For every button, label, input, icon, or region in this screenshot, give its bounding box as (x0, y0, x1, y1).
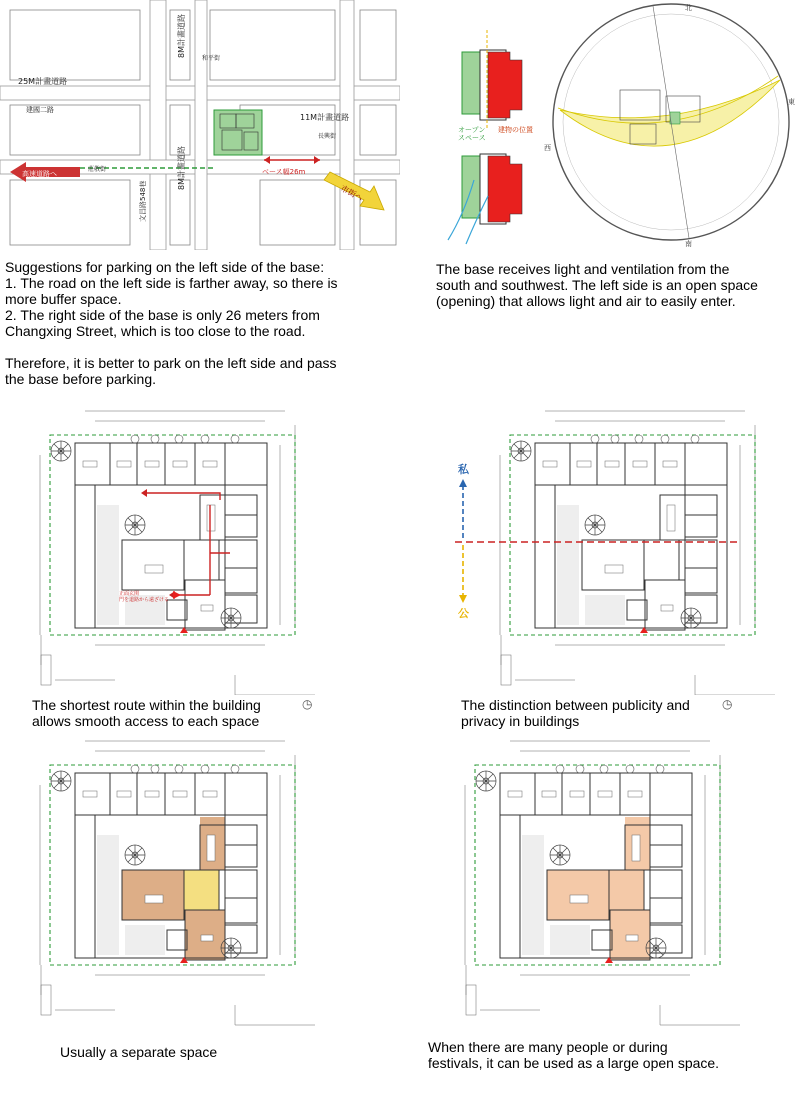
south-label: 南 (685, 240, 692, 248)
road-8m-top-label: 8M計畫道路 (177, 14, 186, 58)
parking-line: Suggestions for parking on the left side of the base: (5, 259, 325, 275)
arrow-highway-label: 高速道路へ (22, 170, 57, 178)
plan-route (35, 405, 315, 695)
parking-line: 2. The right side of the base is only 26 meters from (5, 307, 320, 323)
base-width-label: ベース幅26m (262, 168, 306, 176)
parking-line (5, 339, 395, 355)
plan-open-svg (455, 735, 755, 1035)
route-caption (32, 697, 332, 729)
street-changxing-label: 長興街 (318, 133, 337, 140)
route-line: The shortest route within the building (32, 697, 261, 713)
room-hall-fill (184, 870, 219, 910)
ventilation-diagram-bottom (448, 154, 522, 244)
private-label: 私 (458, 463, 469, 476)
site-map-svg (0, 0, 400, 250)
building-position-label: 建物の位置 (498, 126, 533, 134)
parking-line: the base before parking. (5, 371, 156, 387)
street-heping-label: 和平街 (202, 55, 221, 62)
sun-diagram (430, 0, 800, 250)
separate-line: Usually a separate space (60, 1044, 218, 1060)
plan-privacy-svg (455, 405, 800, 695)
east-label: 東 (788, 98, 795, 106)
road-left-label: 建國二路 (26, 106, 54, 114)
festival-line: When there are many people or during (428, 1039, 668, 1055)
light-line: The base receives light and ventilation from the (436, 261, 730, 277)
light-line: (opening) that allows light and air to easily enter. (436, 293, 736, 309)
lane-wenchang-label: 文昌路548巷 (139, 180, 147, 222)
parking-line: Changxing Street, which is too close to the road. (5, 323, 306, 339)
privacy-line: privacy in buildings (461, 713, 580, 729)
parking-line: Therefore, it is better to park on the left side and pass (5, 355, 337, 371)
parking-caption (5, 259, 395, 387)
clock-icon: ◷ (302, 697, 313, 711)
open-hall-fill (609, 870, 644, 910)
route-line: allows smooth access to each space (32, 713, 260, 729)
light-line: south and southwest. The left side is an open space (436, 277, 758, 293)
light-caption (436, 261, 796, 309)
open-space-label: オープンスペース (458, 126, 486, 143)
west-label: 西 (544, 144, 551, 152)
plan-open (455, 735, 755, 1035)
festival-caption (428, 1039, 798, 1071)
sun-diagram-svg (430, 0, 800, 250)
north-label: 北 (685, 4, 692, 12)
road-11m-label: 11M計畫道路 (300, 113, 350, 122)
site-map (0, 0, 400, 250)
parking-line: more buffer space. (5, 291, 122, 307)
plan-route-svg (35, 405, 315, 695)
parking-line: 1. The road on the left side is farther away, so there is (5, 275, 338, 291)
street-zhuangjing-label: 莊敬街 (88, 166, 107, 173)
plan-privacy (455, 405, 800, 695)
entrance-note: 正面玄関門を道路から遠ざける (119, 591, 170, 603)
privacy-line: The distinction between publicity and (461, 697, 690, 713)
festival-line: festivals, it can be used as a large open space. (428, 1055, 720, 1071)
road-8m-bottom-label: 8M計畫道路 (177, 146, 186, 190)
plan-separate (35, 735, 315, 1035)
arrow-city-label: 市街へ (339, 183, 365, 204)
ventilation-diagram-top (462, 30, 522, 130)
plan-separate-svg (35, 735, 315, 1035)
privacy-caption (461, 697, 761, 729)
clock-icon: ◷ (722, 697, 733, 711)
road-25m-label: 25M計畫道路 (18, 77, 68, 86)
public-label: 公 (458, 607, 469, 620)
separate-caption (60, 1044, 320, 1060)
